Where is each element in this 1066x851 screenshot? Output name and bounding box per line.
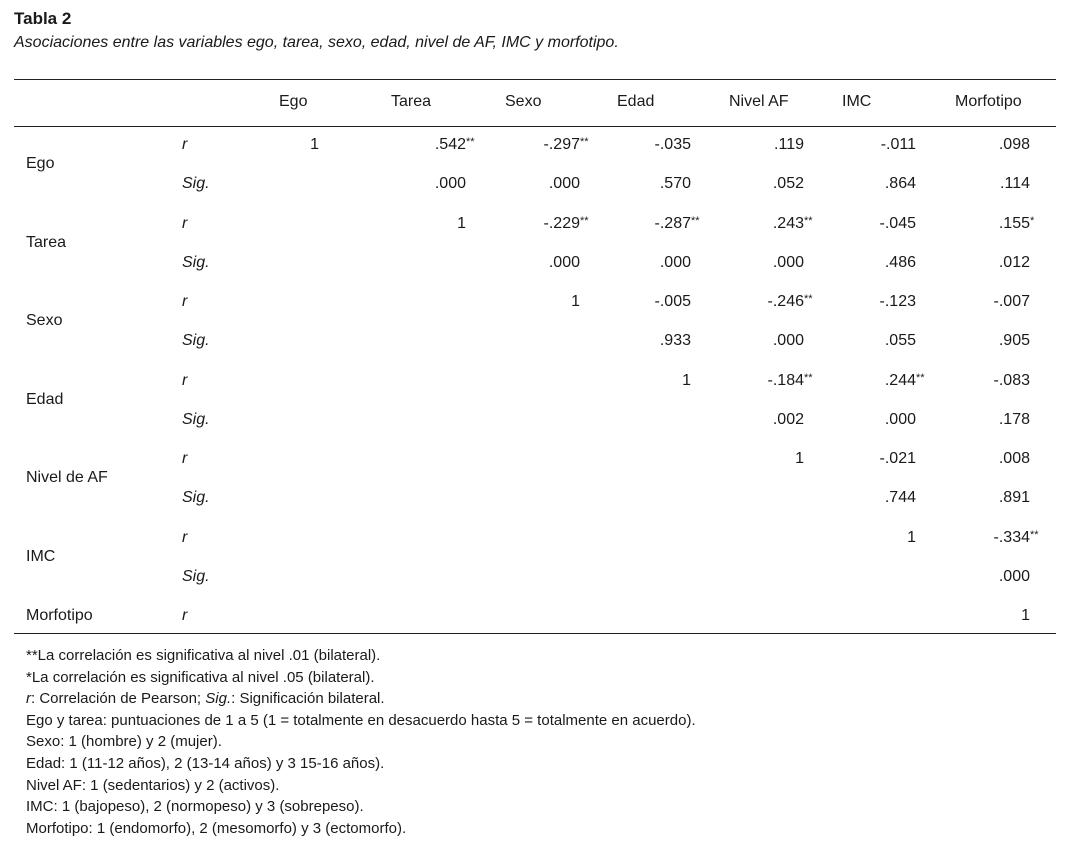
r-value-cell <box>994 372 1030 390</box>
r-value: 1 <box>571 293 580 310</box>
sig-value: .012 <box>998 253 1030 271</box>
r-value: .119 <box>774 136 804 153</box>
significance-stars: ** <box>916 371 925 384</box>
row-label-sexo: Sexo <box>26 312 63 329</box>
r-value-cell <box>998 214 1035 233</box>
stat-label-r: r <box>182 528 188 546</box>
stat-label-r: r <box>182 136 188 153</box>
note-nivel-af: Nivel AF: 1 (sedentarios) y 2 (activos). <box>26 776 280 794</box>
bottom-rule <box>14 633 1056 634</box>
r-value-cell <box>881 136 916 154</box>
note-abbreviations <box>26 688 696 710</box>
stat-label-sig: Sig. <box>182 489 210 506</box>
note-imc: IMC: 1 (bajopeso), 2 (normopeso) y 3 (sobrepeso). <box>26 798 364 816</box>
note-sig-symbol: Sig. <box>205 690 232 708</box>
sig-value: .000 <box>548 253 580 271</box>
significance-stars: * <box>1030 214 1035 227</box>
r-value: .244 <box>884 371 916 389</box>
sig-value: .905 <box>998 332 1030 349</box>
sig-value: .052 <box>772 175 804 192</box>
sig-value: .055 <box>884 332 916 349</box>
column-header-sexo: Sexo <box>505 93 542 110</box>
r-value-cell <box>655 293 691 311</box>
r-value: -.334 <box>993 528 1030 546</box>
r-value: -.021 <box>879 450 916 467</box>
significance-stars: ** <box>691 214 700 227</box>
r-value: 1 <box>457 214 466 232</box>
sig-value: .178 <box>998 410 1030 428</box>
column-header-tarea: Tarea <box>391 93 432 110</box>
r-value: -.083 <box>993 371 1030 389</box>
stat-label-sig: Sig. <box>182 175 210 192</box>
column-header-imc: IMC <box>842 93 872 110</box>
sig-value: .000 <box>772 253 804 271</box>
r-value: .098 <box>998 136 1030 153</box>
r-value: -.123 <box>879 293 916 310</box>
row-label-tarea: Tarea <box>26 233 67 251</box>
significance-stars: ** <box>580 136 589 148</box>
stat-label-r: r <box>182 371 188 389</box>
r-value-cell <box>543 136 589 154</box>
sig-value: .000 <box>548 175 580 192</box>
r-value: -.011 <box>880 136 916 153</box>
r-value: -.005 <box>654 293 691 310</box>
stat-label-r: r <box>182 450 188 467</box>
sig-value: .933 <box>659 332 691 349</box>
r-value-cell <box>767 371 813 390</box>
column-header-edad: Edad <box>617 93 655 110</box>
column-header-nivel-af: Nivel AF <box>729 93 789 110</box>
r-value-cell <box>884 371 925 390</box>
header-rule <box>14 126 1056 127</box>
r-value-cell <box>571 293 580 311</box>
r-value: -.297 <box>543 136 580 153</box>
row-label-edad: Edad <box>26 390 64 408</box>
r-value: .155 <box>998 214 1030 232</box>
stat-label-r: r <box>182 293 188 310</box>
column-header-ego: Ego <box>279 93 308 110</box>
significance-stars: ** <box>804 214 813 227</box>
sig-value: .486 <box>884 253 916 271</box>
r-value: -.229 <box>543 214 580 232</box>
note-edad: Edad: 1 (11-12 años), 2 (13-14 años) y 3 15-16 años). <box>26 754 385 772</box>
significance-stars: ** <box>466 136 475 148</box>
row-label-imc: IMC <box>26 547 56 565</box>
r-value-cell <box>774 136 804 154</box>
stat-label-sig: Sig. <box>182 410 210 428</box>
significance-stars: ** <box>804 371 813 384</box>
r-value: .243 <box>772 214 804 232</box>
top-rule <box>14 79 1056 80</box>
r-value: .542 <box>434 136 466 153</box>
r-value-cell <box>880 215 916 233</box>
r-value: 1 <box>1021 607 1030 624</box>
r-value-cell <box>994 293 1030 311</box>
r-value: 1 <box>310 136 319 153</box>
sig-value: .864 <box>884 175 916 192</box>
r-value: -.184 <box>767 371 804 389</box>
sig-value: .891 <box>998 489 1030 506</box>
r-value: -.035 <box>654 136 691 153</box>
r-value-cell <box>795 450 804 468</box>
r-value-cell <box>999 450 1030 468</box>
r-value: -.007 <box>993 293 1030 310</box>
note-ego-tarea: Ego y tarea: puntuaciones de 1 a 5 (1 = totalmente en desacuerdo hasta 5 = totalmente en acuerdo). <box>26 711 696 729</box>
sig-value: .002 <box>772 410 804 428</box>
significance-stars: ** <box>580 214 589 227</box>
row-label-ego: Ego <box>26 155 55 172</box>
sig-value: .000 <box>659 253 691 271</box>
sig-value: .744 <box>884 489 916 506</box>
r-value-cell <box>457 215 466 233</box>
note-r-symbol: r <box>26 690 31 708</box>
significance-stars: ** <box>1030 528 1039 541</box>
r-value-cell <box>999 136 1030 154</box>
note-sexo: Sexo: 1 (hombre) y 2 (mujer). <box>26 733 222 751</box>
significance-stars: ** <box>804 293 813 305</box>
note-morfotipo: Morfotipo: 1 (endomorfo), 2 (mesomorfo) y 3 (ectomorfo). <box>26 819 407 837</box>
r-value-cell <box>767 293 813 311</box>
stat-label-sig: Sig. <box>182 253 210 271</box>
r-value-cell <box>907 529 916 547</box>
r-value-cell <box>1021 607 1030 625</box>
row-label-morfotipo: Morfotipo <box>26 607 93 624</box>
note-sig-text: : Significación bilateral. <box>231 690 385 708</box>
r-value: 1 <box>907 528 916 546</box>
sig-value: .114 <box>1000 175 1030 192</box>
sig-value: .000 <box>998 567 1030 585</box>
table-notes <box>26 645 696 839</box>
r-value-cell <box>434 136 475 154</box>
r-value: -.287 <box>654 214 691 232</box>
stat-label-r: r <box>182 214 188 232</box>
r-value-cell <box>993 528 1039 547</box>
stat-label-sig: Sig. <box>182 567 210 585</box>
stat-label-sig: Sig. <box>182 332 210 349</box>
table-subtitle: Asociaciones entre las variables ego, tarea, sexo, edad, nivel de AF, IMC y morfotipo. <box>14 34 619 51</box>
r-value-cell <box>880 450 916 468</box>
r-value-cell <box>654 214 700 233</box>
r-value-cell <box>543 214 589 233</box>
sig-value: .000 <box>884 410 916 428</box>
r-value: -.246 <box>767 293 804 310</box>
r-value: 1 <box>795 450 804 467</box>
sig-value: .000 <box>772 332 804 349</box>
r-value-cell <box>310 136 319 154</box>
sig-value: .570 <box>659 175 691 192</box>
r-value-cell <box>772 214 813 233</box>
stat-label-r: r <box>182 607 188 624</box>
r-value-cell <box>682 372 691 390</box>
note-significance-01: **La correlación es significativa al nivel .01 (bilateral). <box>26 647 381 664</box>
r-value-cell <box>655 136 691 154</box>
note-r-text: : Correlación de Pearson; <box>31 690 206 708</box>
r-value: .008 <box>998 450 1030 467</box>
column-header-morfotipo: Morfotipo <box>955 93 1022 110</box>
note-significance-05: *La correlación es significativa al nivel .05 (bilateral). <box>26 668 375 686</box>
table-title: Tabla 2 <box>14 9 72 28</box>
r-value: 1 <box>682 371 691 389</box>
sig-value: .000 <box>434 175 466 192</box>
row-label-nivel-de-af: Nivel de AF <box>26 469 108 486</box>
r-value-cell <box>880 293 916 311</box>
r-value: -.045 <box>879 214 916 232</box>
